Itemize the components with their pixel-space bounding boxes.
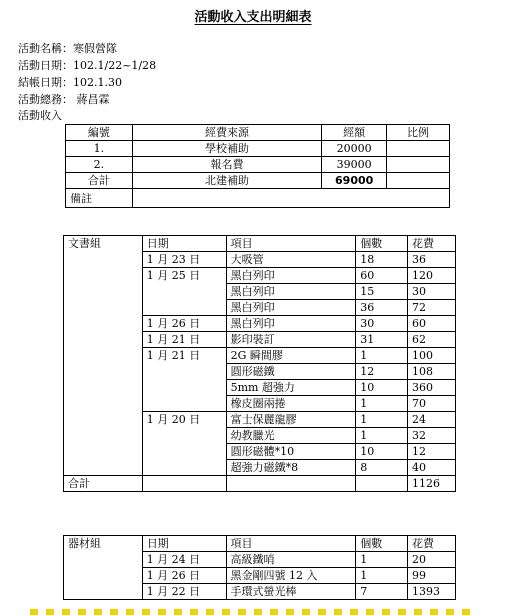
equip-table [63, 535, 456, 600]
cell-qty: 10 [356, 380, 408, 396]
cell-cost: 32 [408, 428, 456, 444]
cell-cost: 40 [408, 460, 456, 476]
memo-row [66, 189, 450, 208]
cell-qty: 18 [356, 252, 408, 268]
cell-date: 1 月 25 日 [142, 268, 226, 316]
cell-item: 黑白列印 [226, 284, 356, 300]
cell-item: 黑白列印 [226, 268, 356, 284]
info-activity-name [18, 40, 117, 57]
cell [226, 476, 356, 492]
info-value: 102.1/22~1/28 [73, 59, 157, 72]
cell-cost: 60 [408, 316, 456, 332]
cell [387, 141, 450, 157]
cell-qty: 8 [356, 460, 408, 476]
header-cell: 日期 [142, 536, 226, 552]
group-label: 文書組 [64, 236, 143, 476]
header-cell: 個數 [356, 236, 408, 252]
cell: 1. [66, 141, 133, 157]
cell-qty: 36 [356, 300, 408, 316]
income-header-row [66, 125, 450, 141]
total-label: 合計 [64, 476, 143, 492]
cell-cost: 12 [408, 444, 456, 460]
info-label: 活動日期： [18, 59, 73, 72]
cell-item: 高級鐵哨 [226, 552, 356, 568]
cell: 69000 [322, 173, 387, 189]
cell-cost: 62 [408, 332, 456, 348]
cell-item: 5mm 超強力 [226, 380, 356, 396]
cell-date: 1 月 24 日 [142, 552, 226, 568]
cell: 合計 [66, 173, 133, 189]
cell-qty: 15 [356, 284, 408, 300]
cell-qty: 12 [356, 364, 408, 380]
docs-header-row [64, 236, 456, 252]
cell [142, 476, 226, 492]
cell-cost: 72 [408, 300, 456, 316]
cell: 39000 [322, 157, 387, 173]
info-value: 102.1.30 [73, 76, 122, 89]
cell-cost: 108 [408, 364, 456, 380]
cell-item: 2G 瞬間膠 [226, 348, 356, 364]
info-label: 活動名稱： [18, 42, 73, 55]
cell: 報名費 [132, 157, 321, 173]
info-manager [18, 91, 110, 108]
equip-header-row [64, 536, 456, 552]
info-settle-date [18, 74, 122, 91]
header-cell: 比例 [387, 125, 450, 141]
cell-date: 1 月 21 日 [142, 332, 226, 348]
cell-qty: 30 [356, 316, 408, 332]
table-row [66, 173, 450, 189]
cell-date: 1 月 23 日 [142, 252, 226, 268]
cell: 20000 [322, 141, 387, 157]
cell-cost: 120 [408, 268, 456, 284]
income-table [65, 124, 450, 208]
memo-label: 備註 [66, 189, 133, 208]
cell-item: 黑金剛四號 12 入 [226, 568, 356, 584]
cell [387, 157, 450, 173]
cell-cost: 99 [408, 568, 456, 584]
header-cell: 花費 [408, 536, 456, 552]
page-title: 活動收入支出明細表 [194, 10, 312, 25]
info-income-label: 活動收入 [18, 109, 62, 122]
total-row [64, 476, 456, 492]
info-label: 結帳日期： [18, 76, 73, 89]
cell-cost: 100 [408, 348, 456, 364]
table-row [66, 157, 450, 173]
cell-cost: 70 [408, 396, 456, 412]
cell-date: 1 月 22 日 [142, 584, 226, 600]
header-cell: 項目 [226, 536, 356, 552]
cell-qty: 31 [356, 332, 408, 348]
info-value: 寒假營隊 [73, 42, 117, 55]
cell [387, 173, 450, 189]
cell: 北建補助 [132, 173, 321, 189]
cell [356, 476, 408, 492]
cell-date: 1 月 26 日 [142, 316, 226, 332]
cell: 2. [66, 157, 133, 173]
info-value: 蔣昌霖 [76, 93, 110, 106]
cell-qty: 1 [356, 348, 408, 364]
cell-qty: 1 [356, 568, 408, 584]
header-cell: 項目 [226, 236, 356, 252]
footer-decoration [30, 609, 470, 615]
cell-date: 1 月 26 日 [142, 568, 226, 584]
group-label: 器材組 [64, 536, 143, 600]
cell-item: 大吸管 [226, 252, 356, 268]
cell-cost: 20 [408, 552, 456, 568]
cell-item: 黑白列印 [226, 316, 356, 332]
cell-item: 橡皮圈兩捲 [226, 396, 356, 412]
cell-qty: 1 [356, 412, 408, 428]
cell-qty: 1 [356, 396, 408, 412]
cell-item: 圓形磁鐵 [226, 364, 356, 380]
cell-qty: 7 [356, 584, 408, 600]
total-value: 1126 [408, 476, 456, 492]
cell-qty: 1 [356, 552, 408, 568]
header-cell: 經額 [322, 125, 387, 141]
cell-date: 1 月 20 日 [142, 412, 226, 476]
header-cell: 經費來源 [132, 125, 321, 141]
cell-item: 圓形磁體*10 [226, 444, 356, 460]
header-cell: 個數 [356, 536, 408, 552]
cell-item: 黑白列印 [226, 300, 356, 316]
cell-item: 富士保麗龍膠 [226, 412, 356, 428]
cell-cost: 360 [408, 380, 456, 396]
docs-table [63, 235, 456, 492]
cell-qty: 1 [356, 428, 408, 444]
cell-cost: 1393 [408, 584, 456, 600]
info-label: 活動總務： [18, 93, 73, 106]
cell-item: 手環式螢光棒 [226, 584, 356, 600]
memo-value [132, 189, 449, 208]
table-row [66, 141, 450, 157]
header-cell: 花費 [408, 236, 456, 252]
cell: 學校補助 [132, 141, 321, 157]
cell-qty: 60 [356, 268, 408, 284]
info-activity-date [18, 57, 156, 74]
cell-cost: 30 [408, 284, 456, 300]
cell-item: 幼教臘光 [226, 428, 356, 444]
cell-item: 超強力磁鐵*8 [226, 460, 356, 476]
cell-qty: 10 [356, 444, 408, 460]
cell-cost: 24 [408, 412, 456, 428]
header-cell: 日期 [142, 236, 226, 252]
cell-item: 影印裝訂 [226, 332, 356, 348]
header-cell: 編號 [66, 125, 133, 141]
cell-date: 1 月 21 日 [142, 348, 226, 412]
cell-cost: 36 [408, 252, 456, 268]
